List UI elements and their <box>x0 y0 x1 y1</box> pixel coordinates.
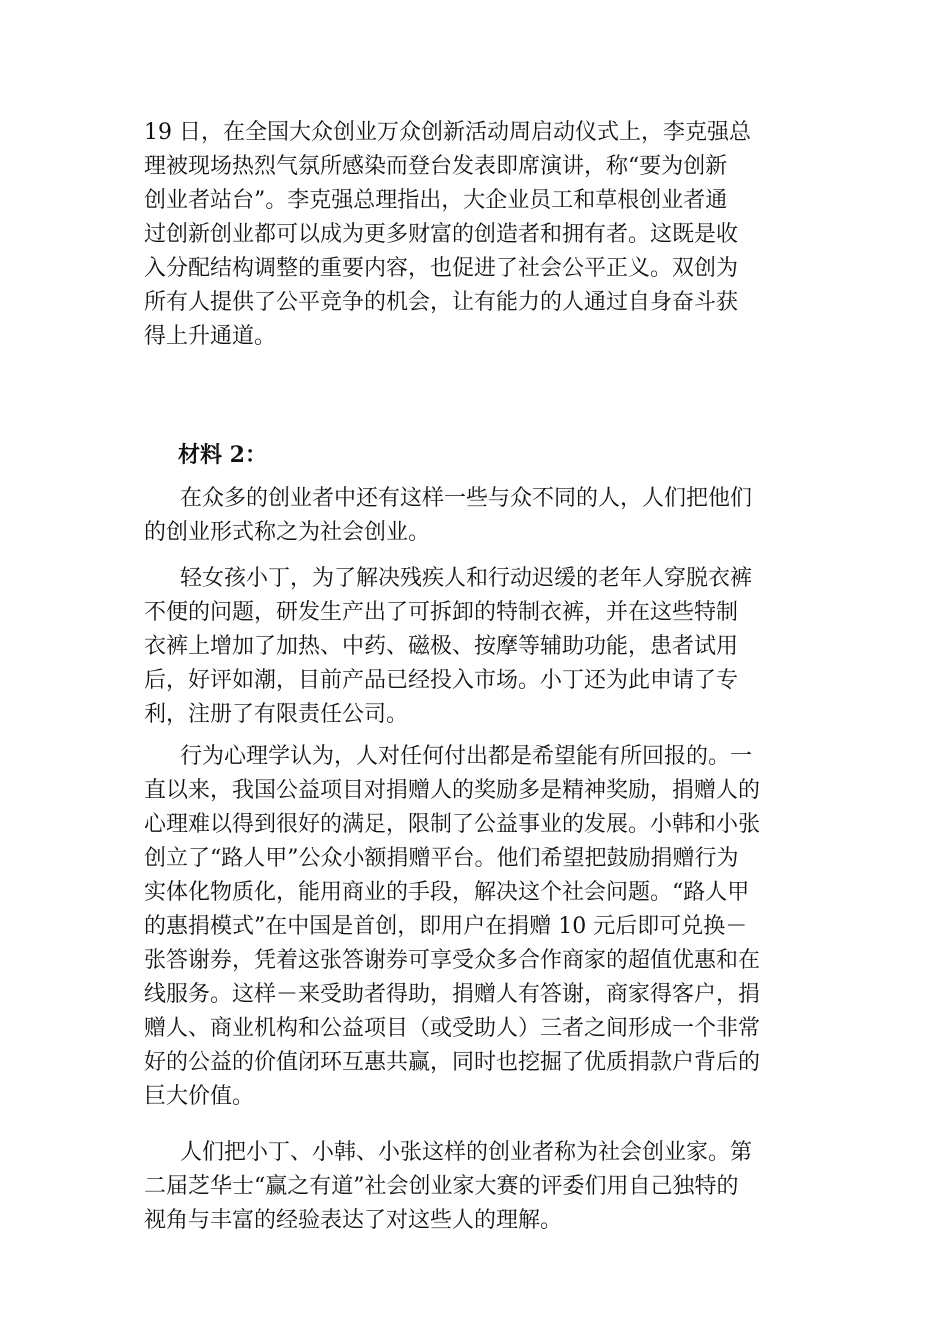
text-line: 创立了“路人甲”公众小额捐赠平台。他们希望把鼓励捐赠行为 <box>144 846 739 871</box>
text-line: 后，好评如潮，目前产品已经投入市场。小丁还为此申请了专 <box>144 668 739 693</box>
text-line: 实体化物质化，能用商业的手段，解决这个社会问题。“路人甲 <box>144 880 750 905</box>
text-line: 在众多的创业者中还有这样一些与众不同的人，人们把他们 <box>180 486 753 511</box>
text-line: 好的公益的价值闭环互惠共赢，同时也挖掘了优质捐款户背后的 <box>144 1050 761 1075</box>
text-line: 理被现场热烈气氛所感染而登台发表即席演讲，称“要为创新 <box>144 154 728 179</box>
text-line: 利，注册了有限责任公司。 <box>144 702 409 727</box>
section-heading: 材料 2： <box>178 442 267 468</box>
text-line: 的创业形式称之为社会创业。 <box>144 520 431 545</box>
text-line: 创业者站台”。李克强总理指出，大企业员工和草根创业者通 <box>144 188 728 213</box>
paragraph-social-entrepreneurship <box>144 482 814 550</box>
paragraph-xiaoding <box>144 562 814 732</box>
text-line: 直以来，我国公益项目对捐赠人的奖励多是精神奖励，捐赠人的 <box>144 778 761 803</box>
text-line: 所有人提供了公平竞争的机会，让有能力的人通过自身奋斗获 <box>144 290 739 315</box>
text-line: 赠人、商业机构和公益项目（或受助人）三者之间形成一个非常 <box>144 1016 761 1041</box>
text-line: 视角与丰富的经验表达了对这些人的理解。 <box>144 1208 563 1233</box>
text-line: 张答谢券，凭着这张答谢券可享受众多合作商家的超值优惠和在 <box>144 948 761 973</box>
text-line: 人们把小丁、小韩、小张这样的创业者称为社会创业家。第 <box>180 1140 753 1165</box>
text-line: 得上升通道。 <box>144 324 277 349</box>
text-line: 的惠捐模式”在中国是首创，即用户在捐赠 10 元后即可兑换－ <box>144 914 748 939</box>
text-line: 二届芝华士“赢之有道”社会创业家大赛的评委们用自己独特的 <box>144 1174 739 1199</box>
text-line: 入分配结构调整的重要内容，也促进了社会公平正义。双创为 <box>144 256 739 281</box>
text-line: 行为心理学认为，人对任何付出都是希望能有所回报的。一 <box>180 744 753 769</box>
paragraph-intro <box>144 116 814 354</box>
text-line: 线服务。这样－来受助者得助，捐赠人有答谢，商家得客户，捐 <box>144 982 761 1007</box>
text-line: 衣裤上增加了加热、中药、磁极、按摩等辅助功能，患者试用 <box>144 634 739 659</box>
text-line: 不便的问题，研发生产出了可拆卸的特制衣裤，并在这些特制 <box>144 600 739 625</box>
paragraph-social-entrepreneurs <box>144 1136 814 1238</box>
text-line: 过创新创业都可以成为更多财富的创造者和拥有者。这既是收 <box>144 222 739 247</box>
text-line: 轻女孩小丁，为了解决残疾人和行动迟缓的老年人穿脱衣裤 <box>180 566 753 591</box>
text-line: 19 日，在全国大众创业万众创新活动周启动仪式上，李克强总 <box>144 120 751 145</box>
paragraph-lurenjia <box>144 740 814 1114</box>
text-line: 巨大价值。 <box>144 1084 255 1109</box>
text-line: 心理难以得到很好的满足，限制了公益事业的发展。小韩和小张 <box>144 812 761 837</box>
